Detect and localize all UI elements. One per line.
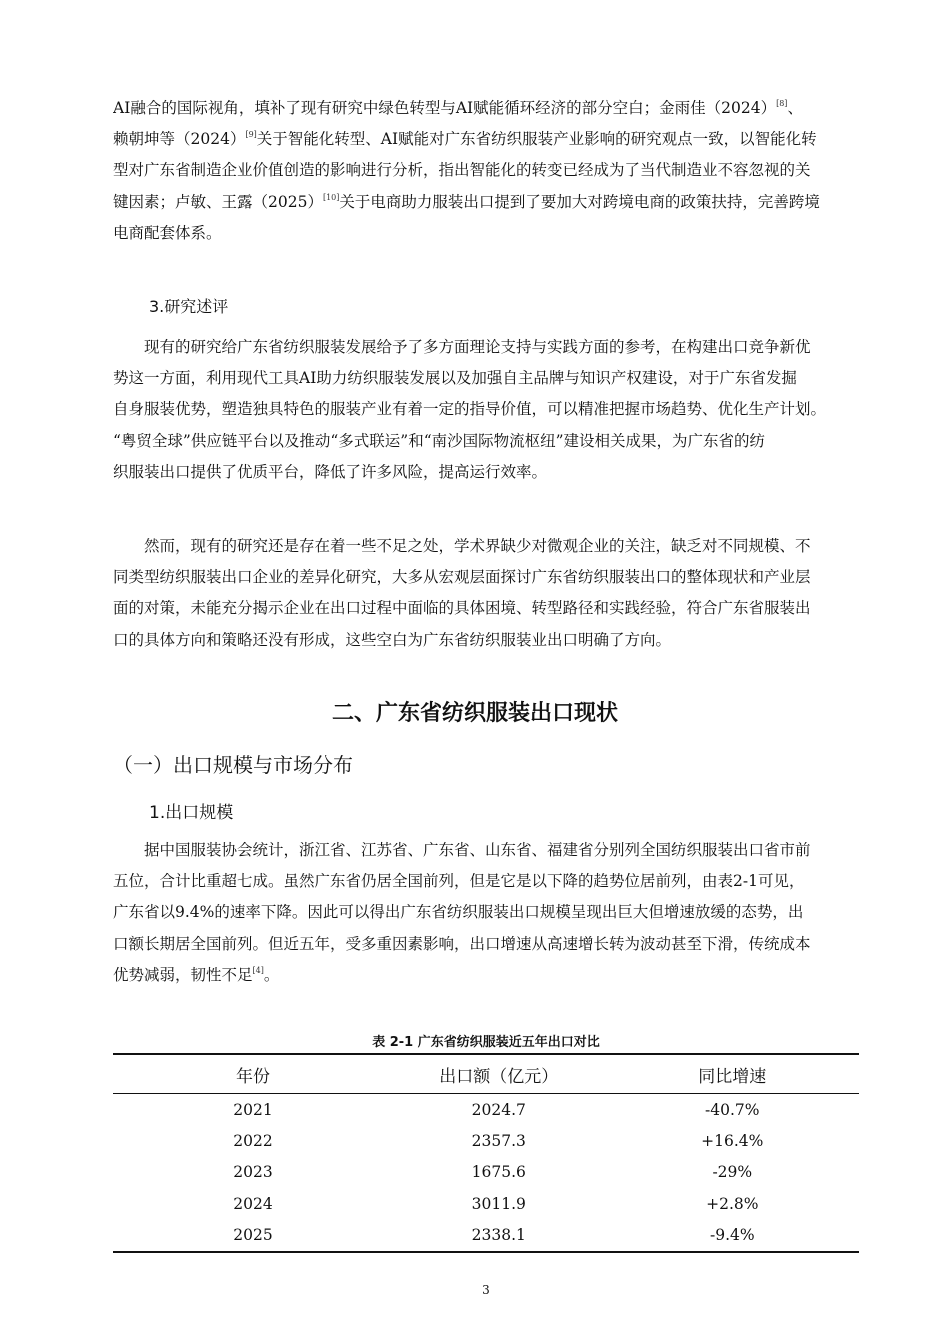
text-line: 五位，合计比重超七成。虽然广东省仍居全国前列，但是它是以下降的趋势位居前列，由表2-1可见， (113, 872, 805, 891)
cell-export-value: 2338.1 (392, 1220, 606, 1252)
table-row (113, 1157, 859, 1188)
text-line: “粤贸全球”供应链平台以及推动“多式联运”和“南沙国际物流枢纽”建设相关成果，为广东省的纺 (113, 431, 766, 450)
cell-growth: -29% (712, 1163, 753, 1182)
column-header-export-value: 出口额（亿元） (392, 1054, 606, 1094)
text-line: 口的具体方向和策略还没有形成，这些空白为广东省纺织服装业出口明确了方向。 (113, 630, 672, 649)
cell-export-value: 2357.3 (471, 1132, 526, 1151)
subsection-heading: 1.出口规模 (149, 803, 234, 823)
text-line: 电商配套体系。 (113, 223, 222, 242)
text-line: 据中国服装协会统计，浙江省、江苏省、广东省、山东省、福建省分别列全国纺织服装出口省市前 (144, 841, 811, 859)
text-line: 然而，现有的研究还是存在着一些不足之处，学术界缺少对微观企业的关注，缺乏对不同规模、不 (144, 537, 811, 555)
table-row (113, 1125, 859, 1156)
export-table (113, 1053, 859, 1253)
cell-export-value: 2024.7 (471, 1100, 526, 1119)
citation-ref[interactable]: [10] (322, 192, 340, 202)
page-number: 3 (482, 1283, 490, 1297)
cell-growth: +2.8% (706, 1194, 759, 1213)
text-line: 面的对策，未能充分揭示企业在出口过程中面临的具体困境、转型路径和实践经验，符合广东省服装出 (113, 599, 811, 618)
table-row (113, 1094, 859, 1126)
paragraph-literature-review (113, 93, 859, 249)
text-line: 广东省以9.4%的速率下降。因此可以得出广东省纺织服装出口规模呈现出巨大但增速放缓的态势，出 (113, 903, 804, 922)
citation-ref[interactable]: [4] (252, 965, 264, 975)
table-row (113, 1188, 859, 1219)
text-line: 键因素；卢敏、王露（2025）[10]关于电商助力服装出口提到了要加大对跨境电商的政策扶持，完善跨境 (113, 192, 820, 211)
section-heading: （一）出口规模与市场分布 (113, 753, 353, 777)
text-line: 型对广东省制造企业价值创造的影响进行分析，指出智能化的转变已经成为了当代制造业不容忽视的关 (113, 161, 811, 180)
paragraph-review-gaps (113, 531, 859, 656)
chapter-heading: 二、广东省纺织服装出口现状 (331, 701, 618, 726)
text-line: 势这一方面，利用现代工具AI助力纺织服装发展以及加强自主品牌与知识产权建设，对于广东省发掘 (113, 369, 797, 388)
cell-growth: -40.7% (705, 1100, 760, 1119)
cell-year: 2025 (113, 1220, 392, 1252)
paragraph-export-scale (113, 835, 859, 991)
column-header-growth: 同比增速 (606, 1054, 859, 1094)
cell-growth: +16.4% (701, 1132, 764, 1151)
cell-growth: -9.4% (606, 1220, 859, 1252)
text-line: 自身服装优势，塑造独具特色的服装产业有着一定的指导价值，可以精准把握市场趋势、优化生产计划。 (113, 400, 827, 419)
citation-ref[interactable]: [8] (776, 99, 788, 108)
table-header-row (113, 1054, 859, 1094)
text-line: 赖朝坤等（2024）[9]关于智能化转型、AI赋能对广东省纺织服装产业影响的研究观点一致，以智能化转 (113, 130, 817, 149)
text-line: 同类型纺织服装出口企业的差异化研究，大多从宏观层面探讨广东省纺织服装出口的整体现状和产业层 (113, 568, 811, 587)
column-header-year: 年份 (113, 1054, 392, 1094)
cell-export-value: 3011.9 (471, 1194, 526, 1213)
paragraph-review-strengths (113, 332, 859, 488)
text-line: 优势减弱，韧性不足[4]。 (113, 965, 280, 984)
cell-export-value: 1675.6 (471, 1163, 526, 1182)
text-line: 现有的研究给广东省纺织服装发展给予了多方面理论支持与实践方面的参考，在构建出口竞争新优 (144, 338, 811, 356)
text-line: AI融合的国际视角，填补了现有研究中绿色转型与AI赋能循环经济的部分空白；金雨佳（2024）[8]、 (113, 99, 803, 117)
text-line: 口额长期居全国前列。但近五年，受多重因素影响，出口增速从高速增长转为波动甚至下滑，传统成本 (113, 934, 811, 953)
cell-year: 2021 (233, 1100, 273, 1119)
citation-ref[interactable]: [9] (245, 130, 257, 140)
text-line: 织服装出口提供了优质平台，降低了许多风险，提高运行效率。 (113, 462, 548, 481)
cell-year: 2024 (233, 1194, 273, 1213)
section-heading-research-review: 3.研究述评 (149, 297, 229, 316)
cell-year: 2022 (233, 1132, 273, 1151)
table-caption: 表 2-1 广东省纺织服装近五年出口对比 (372, 1035, 600, 1050)
cell-year: 2023 (233, 1163, 273, 1182)
table-row (113, 1220, 859, 1252)
